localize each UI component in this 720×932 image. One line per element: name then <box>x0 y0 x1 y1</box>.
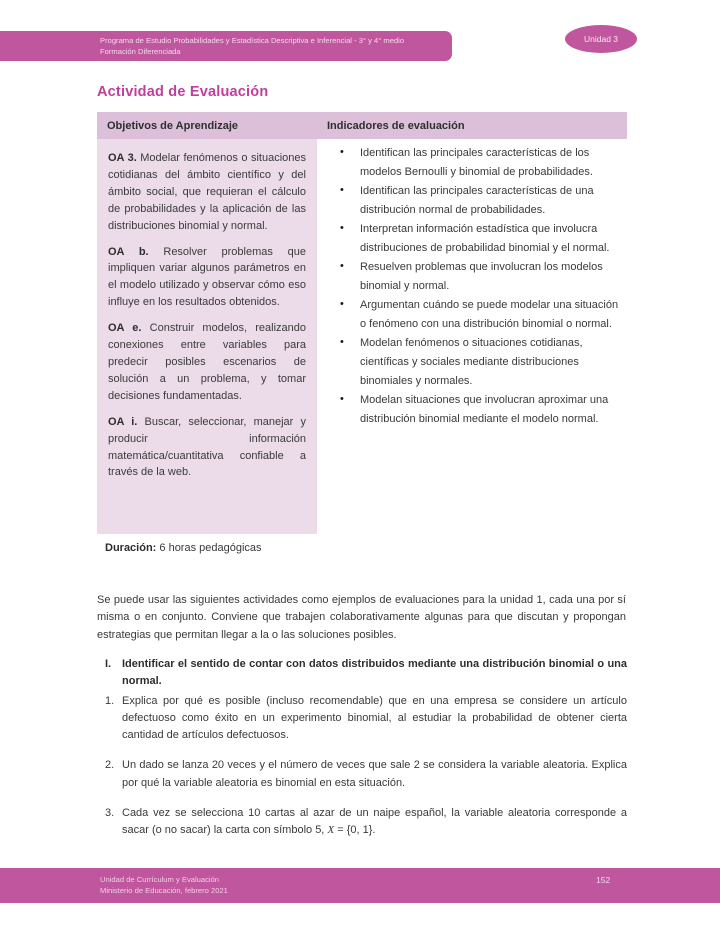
indicator-item <box>317 258 619 296</box>
intro-paragraph: Se puede usar las siguientes actividades como ejemplos de evaluaciones para la unidad 1, cada una por sí misma o en conjunto. Conviene que trabajen colaborativamente algunas para que discutan y propongan estrategias que permitan llegar a la o las soluciones posibles. <box>97 594 626 641</box>
objective-text: Construir modelos, realizando conexiones entre variables para predecir posibles escenarios de solución a un problema, y tomar decisiones fundamentadas. <box>108 322 307 402</box>
bullet-icon: • <box>340 336 344 348</box>
bullet-icon: • <box>340 222 344 234</box>
objective-code: OA b. <box>108 245 149 258</box>
footer-org-line1: Unidad de Currículum y Evaluación <box>100 875 220 884</box>
indicator-item <box>317 220 619 258</box>
duration-label: Duración: <box>105 542 157 554</box>
bullet-icon: • <box>340 298 344 310</box>
item-text <box>122 805 627 840</box>
evaluation-table <box>97 112 627 534</box>
duration <box>105 542 262 554</box>
item-text: Explica por qué es posible (incluso recomendable) que en una empresa se considere un artículo defectuoso como éxito en un experimento binomial, al estudiar la probabilidad de obtener cierta cantidad de artículos defectuosos. <box>122 694 627 742</box>
objective-text: Resolver problemas que impliquen variar algunos parámetros en el modelo utilizado y observar cómo eso influye en los resultados obtenidos. <box>108 245 306 309</box>
header-bar <box>0 31 452 61</box>
page-title: Actividad de Evaluación <box>97 84 269 100</box>
indicator-item <box>317 144 619 182</box>
item-number: 2. <box>105 759 115 772</box>
activity-list <box>97 656 627 853</box>
section-heading-text: Identificar el sentido de contar con datos distribuidos mediante una distribución binomial o una normal. <box>122 658 627 688</box>
program-title-line1: Programa de Estudio Probabilidades y Estadística Descriptiva e Inferencial - 3° y 4° medio <box>100 36 405 45</box>
bullet-icon: • <box>340 260 344 272</box>
duration-value: 6 horas pedagógicas <box>156 542 262 554</box>
math-expression: = {0, 1}. <box>334 824 376 837</box>
objective-code: OA i. <box>108 415 138 428</box>
objective-paragraph <box>108 150 306 235</box>
program-title-line2: Formación Diferenciada <box>100 47 181 56</box>
indicator-text: Modelan fenómenos o situaciones cotidianas, científicas y sociales mediante distribuciones binomiales y normales. <box>360 337 583 387</box>
indicator-text: Interpretan información estadística que involucra distribuciones de probabilidad binomial y el normal. <box>360 223 610 254</box>
table-header-row <box>97 112 627 139</box>
indicator-item <box>317 391 619 429</box>
objective-text: Buscar, seleccionar, manejar y producir información matemática/cuantitativa confiable a través de la web. <box>108 415 306 479</box>
indicator-text: Identifican las principales características de una distribución normal de probabilidades. <box>360 185 594 216</box>
objectives-cell <box>97 139 317 534</box>
footer-bar <box>0 868 720 903</box>
indicator-item <box>317 182 619 220</box>
indicators-cell <box>317 139 627 534</box>
objective-paragraph <box>108 414 306 482</box>
item-text: Un dado se lanza 20 veces y el número de veces que sale 2 se considera la variable aleatoria. Explica por qué la variable aleatoria es binomial en esta situación. <box>122 759 627 789</box>
table-body-row <box>97 139 627 534</box>
numbered-item <box>97 805 627 840</box>
indicator-text: Modelan situaciones que involucran aproximar una distribución binomial mediante el modelo normal. <box>360 394 609 425</box>
objective-text: Modelar fenómenos o situaciones cotidianas del ámbito científico y del ámbito social, que requieran el cálculo de probabilidades y la aplicación de las distribuciones binomial y normal. <box>108 152 306 232</box>
item-text-main: Cada vez se selecciona 10 cartas al azar de un naipe español, la variable aleatoria corresponde a sacar (o no sacar) la carta con símbolo 5, <box>122 807 627 837</box>
footer-org-line2: Ministerio de Educación, febrero 2021 <box>100 886 228 895</box>
column-header-objectives: Objetivos de Aprendizaje <box>107 120 239 132</box>
objective-code: OA 3. <box>108 152 137 164</box>
unit-badge: Unidad 3 <box>565 25 637 53</box>
item-number: 1. <box>105 694 115 707</box>
numbered-item <box>97 757 627 792</box>
indicator-item <box>317 334 619 391</box>
page-number: 152 <box>596 875 611 885</box>
indicator-text: Resuelven problemas que involucran los modelos binomial y normal. <box>360 261 603 292</box>
indicator-text: Argumentan cuándo se puede modelar una situación o fenómeno con una distribución binomial o normal. <box>360 299 619 330</box>
objective-paragraph <box>108 320 306 405</box>
indicator-item <box>317 296 619 334</box>
objective-paragraph <box>108 244 306 312</box>
bullet-icon: • <box>340 146 344 158</box>
item-number: 3. <box>105 807 115 820</box>
math-variable: X <box>327 824 335 837</box>
indicators-list <box>317 144 619 429</box>
section-heading-number: I. <box>105 658 112 670</box>
section-heading <box>97 656 627 691</box>
bullet-icon: • <box>340 393 344 405</box>
objective-code: OA e. <box>108 322 142 335</box>
column-header-indicators: Indicadores de evaluación <box>327 120 465 132</box>
numbered-item <box>97 693 627 745</box>
bullet-icon: • <box>340 184 344 196</box>
indicator-text: Identifican las principales características de los modelos Bernoulli y binomial de probabilidades. <box>360 147 593 178</box>
